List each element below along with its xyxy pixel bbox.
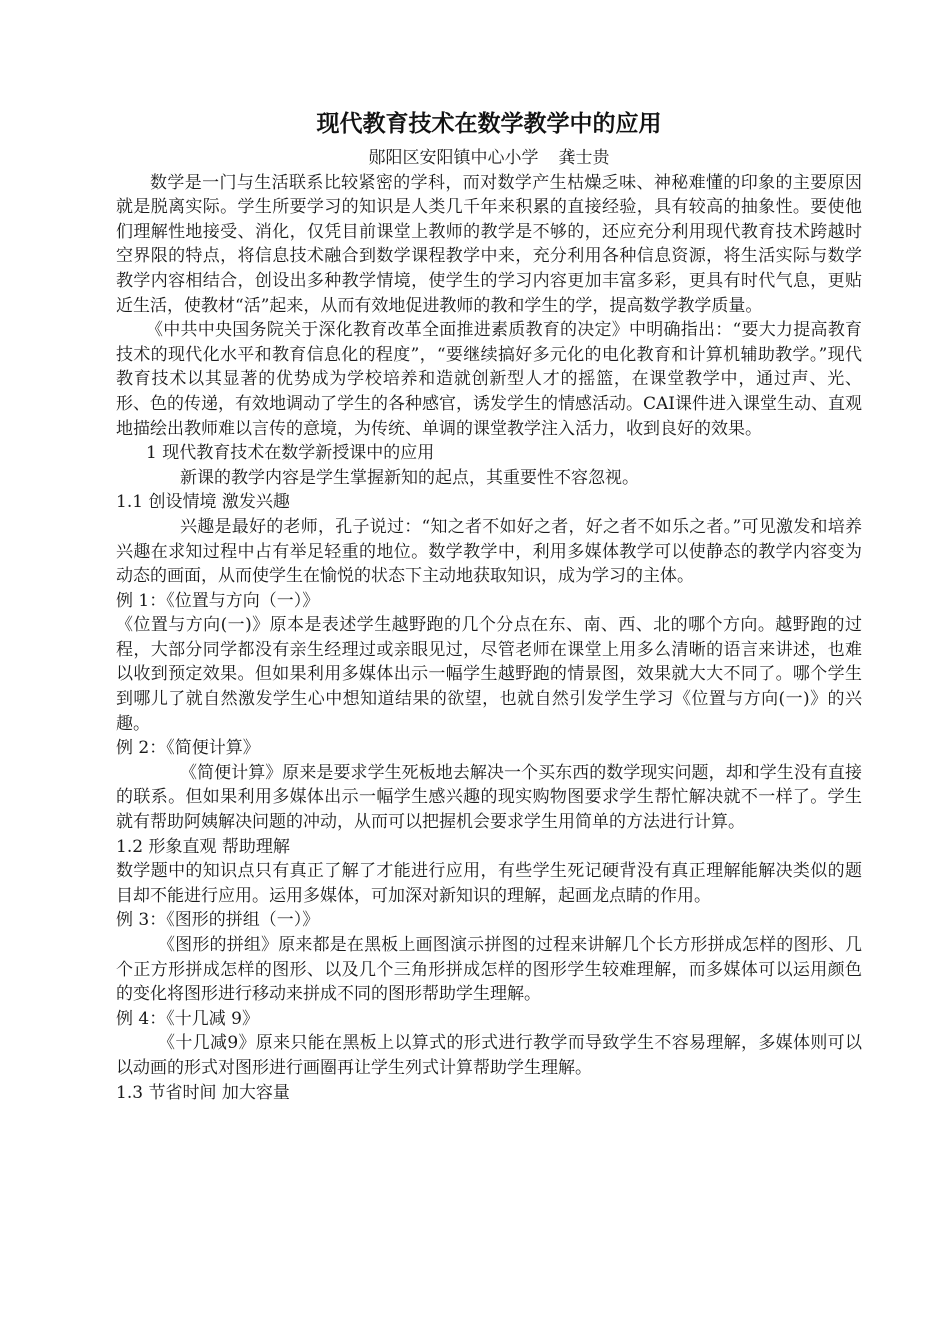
author-school: 郧阳区安阳镇中心小学: [368, 148, 539, 168]
example-3-heading: 例 3：《图形的拼组（一）》: [116, 910, 320, 931]
section-heading-1-1: 1.1 创设情境 激发兴趣: [116, 492, 290, 513]
document-title: 现代教育技术在数学教学中的应用: [316, 111, 662, 137]
paragraph-intro: 数学是一门与生活联系比较紧密的学科，而对数学产生枯燥乏味、神秘难懂的印象的主要原因就是脱离实际。学生所要学习的知识是人类几千年来积累的直接经验，具有较高的抽象性。要使他们理解性地接受、消化，仅凭目前课堂上教师的教学是不够的，还应充分利用现代教育技术跨越时空界限的特点，将信息技术融合到数学课程教学中来，充分利用各种信息资源，将生活实际与数学教学内容相结合，创设出多种教学情境，使学生的学习内容更加丰富多彩，更具有时代气息，更贴近生活，使教材“活”起来，从而有效地促进教师的教和学生的学，提高数学教学质量。: [116, 172, 862, 316]
paragraph-understanding: 数学题中的知识点只有真正了解了才能进行应用，有些学生死记硬背没有真正理解能解决类似的题目却不能进行应用。运用多媒体，可加深对新知识的理解，起画龙点睛的作用。: [116, 861, 862, 906]
paragraph-interest: 兴趣是最好的老师，孔子说过：“知之者不如好之者，好之者不如乐之者。”可见激发和培养兴趣在求知过程中占有举足轻重的地位。数学教学中，利用多媒体教学可以使静态的教学内容变为动态的画面，从而使学生在愉悦的状态下主动地获取知识，成为学习的主体。: [116, 516, 862, 587]
section-heading-1-3: 1.3 节省时间 加大容量: [116, 1082, 290, 1103]
example-1-heading: 例 1：《位置与方向（一）》: [116, 590, 320, 611]
example-4-text: 《十几减9》原来只能在黑板上以算式的形式进行教学而导致学生不容易理解，多媒体则可以以动画的形式对图形进行画圈再让学生列式计算帮助学生理解。: [116, 1033, 862, 1078]
example-1-text: 《位置与方向(一)》原本是表述学生越野跑的几个分点在东、南、西、北的哪个方向。越野跑的过程，大部分同学都没有亲生经理过或亲眼见过，尽管老师在课堂上用多么清晰的语言来讲述，也难以收到预定效果。但如果利用多媒体出示一幅学生越野跑的情景图，效果就大大不同了。哪个学生到哪儿了就自然激发学生心中想知道结果的欲望，也就自然引发学生学习《位置与方向(一)》的兴趣。: [116, 615, 862, 734]
section-heading-1: 1 现代教育技术在数学新授课中的应用: [146, 443, 435, 464]
example-3-text: 《图形的拼组》原来都是在黑板上画图演示拼图的过程来讲解几个长方形拼成怎样的图形、几个正方形拼成怎样的图形、以及几个三角形拼成怎样的图形学生较难理解，而多媒体可以运用颜色的变化将图形进行移动来拼成不同的图形帮助学生理解。: [116, 935, 862, 1005]
author-line: [116, 146, 862, 171]
document-page: [116, 108, 862, 1105]
author-name: 龚士贵: [558, 148, 610, 168]
example-4-heading: 例 4：《十几减 9》: [116, 1008, 259, 1029]
section-heading-1-2: 1.2 形象直观 帮助理解: [116, 836, 290, 857]
paragraph-new-lesson: 新课的教学内容是学生掌握新知的起点，其重要性不容忽视。: [180, 467, 639, 488]
paragraph-policy: 《中共中央国务院关于深化教育改革全面推进素质教育的决定》中明确指出：“要大力提高教育技术的现代化水平和教育信息化的程度”，“要继续搞好多元化的电化教育和计算机辅助教学。”现代教育技术以其显著的优势成为学校培养和造就创新型人才的摇篮，在课堂教学中，通过声、光、形、色的传递，有效地调动了学生的各种感官，诱发学生的情感活动。CAI课件进入课堂生动、直观地描绘出教师难以言传的意境，为传统、单调的课堂教学注入活力，收到良好的效果。: [116, 320, 862, 439]
example-2-text: 《简便计算》原来是要求学生死板地去解决一个买东西的数学现实问题，却和学生没有直接的联系。但如果利用多媒体出示一幅学生感兴趣的现实购物图要求学生帮忙解决就不一样了。学生就有帮助阿姨解决问题的冲动，从而可以把握机会要求学生用简单的方法进行计算。: [116, 762, 862, 833]
example-2-heading: 例 2：《简便计算》: [116, 738, 260, 759]
